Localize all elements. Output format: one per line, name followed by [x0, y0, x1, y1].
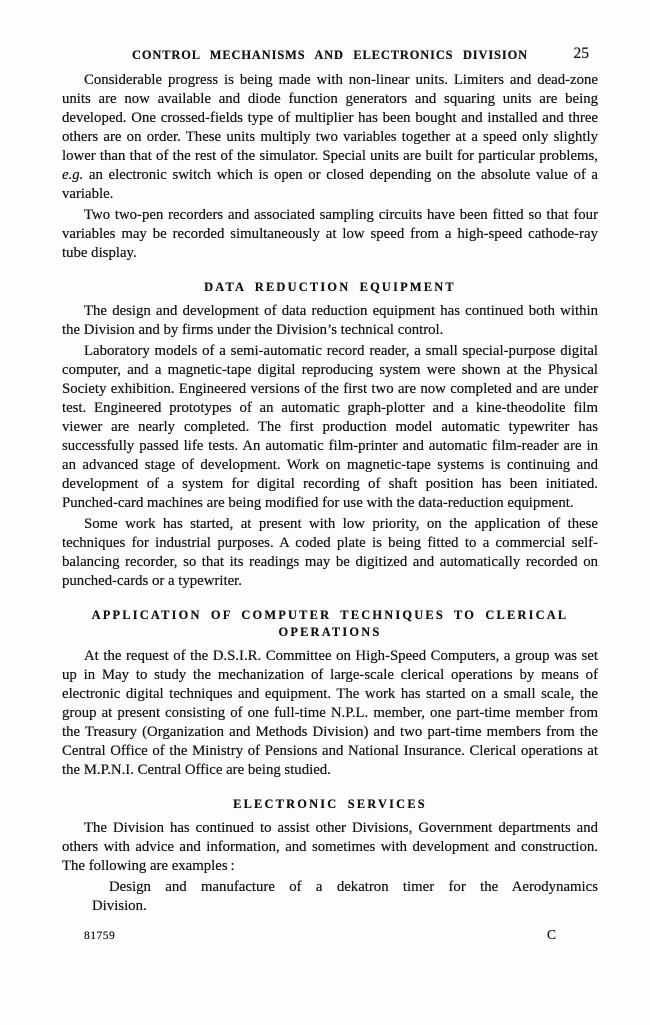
footer-signature-mark: C	[546, 927, 556, 942]
paragraph: Laboratory models of a semi-automatic record reader, a small special-purpose digital computer, and a magnetic-tape digital reproducing system were shown at the Physical Society exhibition. Engineered versions of the first two are now completed and are under test. Engineered prototypes of an automatic graph-plotter and a kine-theodolite film viewer are nearly completed. The first production model automatic typewriter has successfully passed life tests. An automatic film-printer and automatic film-reader are in an advanced stage of development. Work on magnetic-tape systems is continuing and development of a system for digital recording of shaft position has been initiated. Punched-card machines are being modified for use with the data-reduction equipment.	[62, 343, 598, 511]
section-heading-line: OPERATIONS	[278, 625, 382, 639]
example-item-line: Design and manufacture of a dekatron timer for the Aerodynamics	[109, 879, 598, 895]
paragraph: The Division has continued to assist other Divisions, Government departments and others with advice and information, and sometimes with development and construction. The following are examples :	[62, 820, 598, 874]
page-number: 25	[573, 45, 589, 62]
paragraph: Two two-pen recorders and associated sampling circuits have been fitted so that four variables may be recorded simultaneously at low speed from a high-speed cathode-ray tube display.	[62, 207, 598, 261]
section-heading-line: ELECTRONIC SERVICES	[233, 797, 427, 811]
section-heading	[62, 607, 598, 641]
section-heading-line: DATA REDUCTION EQUIPMENT	[204, 280, 456, 294]
paragraph: Some work has started, at present with low priority, on the application of these techniques for industrial purposes. A coded plate is being fitted to a commercial self-balancing recorder, so that its readings may be digitized and automatically recorded on punched-cards or a typewriter.	[62, 516, 598, 589]
section-heading-line: APPLICATION OF COMPUTER TECHNIQUES TO CLERICAL	[91, 608, 569, 622]
running-header-title: CONTROL MECHANISMS AND ELECTRONICS DIVISION	[132, 48, 528, 62]
paragraph: Considerable progress is being made with non-linear units. Limiters and dead-zone units are now available and diode function generators and squaring units are being developed. One crossed-fields type of multiplier has been bought and installed and three others are on order. These units multiply two variables together at a speed only slightly lower than that of the rest of the simulator. Special units are built for particular problems, e.g. an electronic switch which is open or closed depending on the absolute value of a variable.	[62, 72, 598, 202]
page-footer	[62, 925, 598, 946]
example-item-line: Division.	[92, 898, 147, 914]
footer-printer-code: 81759	[84, 930, 116, 942]
section-heading	[62, 279, 598, 296]
running-header	[62, 45, 598, 66]
paragraph: The design and development of data reduction equipment has continued both within the Division and by firms under the Division’s technical control.	[62, 303, 598, 338]
content	[62, 71, 598, 946]
section-heading	[62, 796, 598, 813]
example-item	[92, 878, 598, 916]
paragraph: At the request of the D.S.I.R. Committee on High-Speed Computers, a group was set up in May to study the mechanization of large-scale clerical operations by means of electronic digital techniques and equipment. The work has started on a small scale, the group at present consisting of one full-time N.P.L. member, one part-time member from the Treasury (Organization and Methods Division) and two part-time members from the Central Office of the Ministry of Pensions and National Insurance. Clerical operations at the M.P.N.I. Central Office are being studied.	[62, 648, 598, 778]
